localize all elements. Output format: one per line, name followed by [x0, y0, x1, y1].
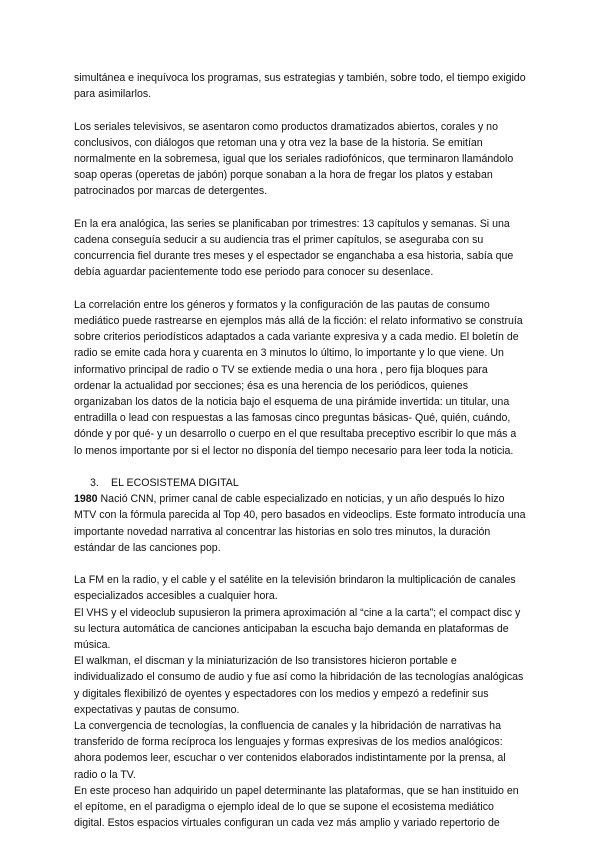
- paragraph-vhs: El VHS y el videoclub supusieron la primera aproximación al “cine a la carta”; el compact disc y su lectura automática de canciones anticipaban la escucha bajo demanda en plataformas de música.: [74, 606, 521, 652]
- paragraph-intro-continuation: simultánea e inequívoca los programas, sus estrategias y también, sobre todo, el tiempo exigido para asimilarlos.: [74, 72, 526, 101]
- paragraph-convergencia: La convergencia de tecnologías, la confluencia de canales y la hibridación de narrativas ha transferido de forma recíproca los lenguajes y formas expresivas de los medios analógicos: ahora podemos leer, escuchar o ver contenidos elaborados indistintamente por la prensa, al radio o la TV.: [74, 720, 506, 781]
- paragraph-plataformas: En este proceso han adquirido un papel determinante las plataformas, que se han instituido en el epítome, en el paradigma o ejemplo ideal de lo que se supone el ecosistema mediático digital. Estos espacios virtuales configuran un cada vez más amplio y variado repertorio de: [74, 784, 519, 830]
- paragraph-correlacion: La correlación entre los géneros y formatos y la configuración de las pautas de consumo mediático puede rastrearse en ejemplos más allá de la ficción: el relato informativo se construía sobre criterios periodísticos adaptados a cada variante expresiva y a cada medio. El boletín de radio se emite cada hora y cuarenta en 3 minutos lo último, lo importante y lo que viene. Un informativo principal de radio o TV se extiende media o una hora , pero fija bloques para ordenar la actualidad por secciones; ésa es una herencia de los periódicos, quienes organizaban los datos de la noticia bajo el esquema de una pirámide invertida: un titular, una entradilla o lead con respuestas a las famosas cinco preguntas básicas- Qué, quién, cuándo, dónde y por qué- y un desarrollo o cuerpo en el que resultaba preceptivo escribir lo que más a lo menos importante por si el lector no disponía del tiempo necesario para leer toda la noticia.: [74, 298, 523, 457]
- section-title: EL ECOSISTEMA DIGITAL: [111, 477, 239, 490]
- paragraph-1980: [74, 491, 526, 556]
- paragraph-walkman: El walkman, el discman y la miniaturización de lso transistores hicieron portable e individualizado el consumo de audio y fue así como la hibridación de las tecnologías analógicas y digitales flexibilizó de oyentes y espectadores con los medios y empezó a redefinir sus expectativas y pautas de consumo.: [74, 655, 524, 716]
- paragraph-seriales: Los seriales televisivos, se asentaron como productos dramatizados abiertos, corales y no conclusivos, con diálogos que retoman una y otra vez la base de la historia. Se emitían normalmente en la sobremesa, igual que los seriales radiofónicos, que terminaron llamándolo soap operas (operetas de jabón) porque sonaban a la hora de fregar los platos y estaban patrocinados por marcas de detergentes.: [74, 120, 514, 198]
- paragraph-era-analogica: En la era analógica, las series se planificaban por trimestres: 13 capítulos y semanas. Si una cadena conseguía seducir a su audiencia tras el primer capítulos, se aseguraba con su concurrencia fiel durante tres meses y el espectador se enganchaba a esa historia, sabía que debía aguardar pacientemente todo ese periodo para conocer su desenlace.: [74, 217, 514, 279]
- paragraph-1980-text: Nació CNN, primer canal de cable especializado en noticias, y un año después lo hizo MTV con la fórmula parecida al Top 40, pero basados en videoclips. Este formato introducía una importante novedad narrativa al concentrar las historias en solo tres minutos, la duración estándar de las canciones pop.: [74, 493, 526, 554]
- section-heading: [74, 475, 526, 491]
- paragraph-fm: La FM en la radio, y el cable y el satélite en la televisión brindaron la multiplicación de canales especializados accesibles a cualquier hora.: [74, 574, 516, 603]
- document-page: [74, 70, 526, 831]
- year-label: 1980: [74, 493, 98, 506]
- section-number: 3.: [90, 477, 99, 490]
